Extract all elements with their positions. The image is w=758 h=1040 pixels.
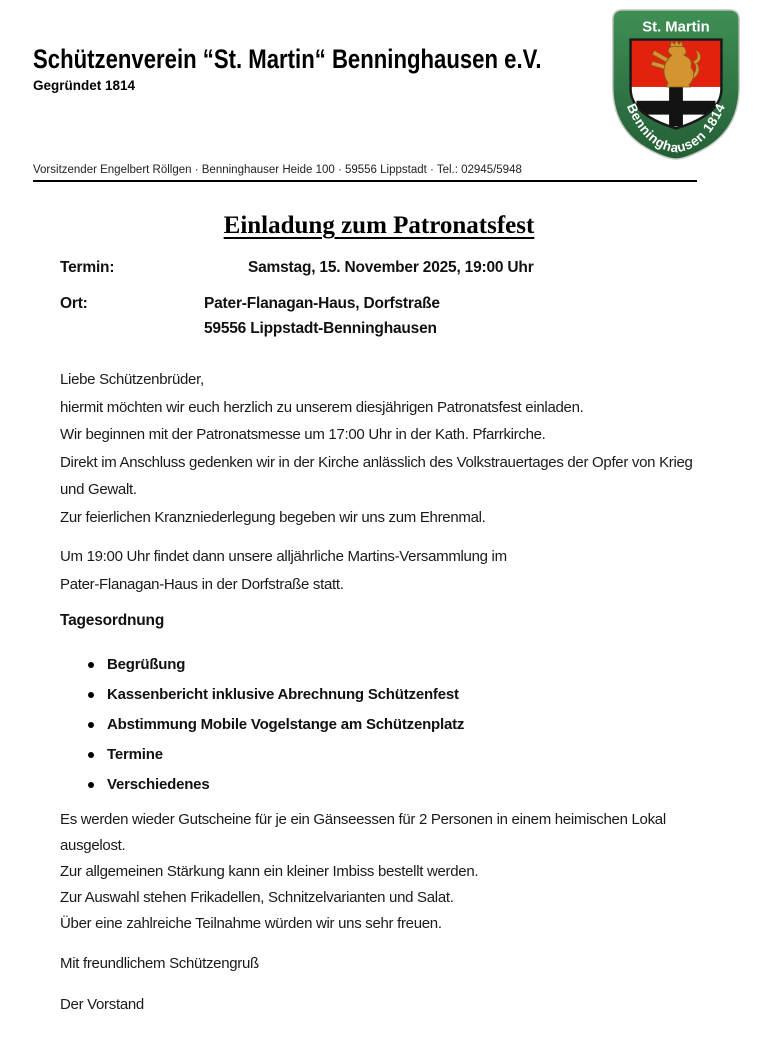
body-line: Wir beginnen mit der Patronatsmesse um 17:00 Uhr in der Kath. Pfarrkirche. xyxy=(60,426,546,443)
body-line: und Gewalt. xyxy=(60,481,137,498)
body-line: Es werden wieder Gutscheine für je ein Gänseessen für 2 Personen in einem heimischen Lokal xyxy=(60,811,666,828)
ort-line-2: 59556 Lippstadt-Benninghausen xyxy=(204,320,437,337)
bullet-icon xyxy=(88,722,94,728)
body-line: Zur allgemeinen Stärkung kann ein kleiner Imbiss bestellt werden. xyxy=(60,863,479,880)
contact-line: Vorsitzender Engelbert Röllgen · Benninghauser Heide 100 · 59556 Lippstadt · Tel.: 02945/5948 xyxy=(33,164,522,176)
crest-top-label: St. Martin xyxy=(642,19,710,36)
termin-label: Termin: xyxy=(60,259,115,276)
body-line: Um 19:00 Uhr findet dann unsere alljährliche Martins-Versammlung im xyxy=(60,548,507,565)
signature-line: Der Vorstand xyxy=(60,996,144,1013)
body-line: Zur feierlichen Kranzniederlegung begeben wir uns zum Ehrenmal. xyxy=(60,508,486,526)
bullet-icon xyxy=(88,662,94,668)
founded-line: Gegründet 1814 xyxy=(33,78,136,93)
club-crest xyxy=(606,4,746,164)
club-name-heading: Schützenverein “St. Martin“ Benninghausen e.V. xyxy=(33,44,542,74)
agenda-item: Verschiedenes xyxy=(88,776,464,806)
crest-bottom-label: Benninghausen 1814 xyxy=(623,101,729,156)
body-line: Zur Auswahl stehen Frikadellen, Schnitzelvarianten und Salat. xyxy=(60,889,454,906)
header-rule xyxy=(33,180,697,182)
agenda-heading: Tagesordnung xyxy=(60,612,165,629)
paragraph-greeting xyxy=(60,366,693,531)
agenda-item: Kassenbericht inklusive Abrechnung Schützenfest xyxy=(88,686,464,716)
paragraph-meeting xyxy=(60,543,507,598)
bullet-icon xyxy=(88,752,94,758)
body-line: hiermit möchten wir euch herzlich zu unserem diesjährigen Patronatsfest einladen. xyxy=(60,398,584,416)
ort-label: Ort: xyxy=(60,295,88,312)
signoff-line: Mit freundlichem Schützengruß xyxy=(60,955,259,972)
bullet-icon xyxy=(88,692,94,698)
body-line: ausgelost. xyxy=(60,837,126,854)
body-line: Liebe Schützenbrüder, xyxy=(60,371,204,388)
body-line: Über eine zahlreiche Teilnahme würden wir uns sehr freuen. xyxy=(60,915,442,932)
ort-line-1: Pater-Flanagan-Haus, Dorfstraße xyxy=(204,295,440,312)
agenda-item: Termine xyxy=(88,746,464,776)
ort-row xyxy=(60,291,440,341)
paragraph-food-info xyxy=(60,807,666,937)
ort-value xyxy=(204,291,440,341)
body-line: Direkt im Anschluss gedenken wir in der Kirche anlässlich des Volkstrauertages der Opfer von Krieg xyxy=(60,453,693,471)
bullet-icon xyxy=(88,782,94,788)
body-line: Pater-Flanagan-Haus in der Dorfstraße statt. xyxy=(60,575,344,593)
agenda-list xyxy=(88,656,464,806)
agenda-item: Abstimmung Mobile Vogelstange am Schützenplatz xyxy=(88,716,464,746)
termin-row xyxy=(60,259,534,277)
document-title: Einladung zum Patronatsfest xyxy=(223,212,535,239)
agenda-item: Begrüßung xyxy=(88,656,464,686)
termin-value: Samstag, 15. November 2025, 19:00 Uhr xyxy=(248,259,534,276)
